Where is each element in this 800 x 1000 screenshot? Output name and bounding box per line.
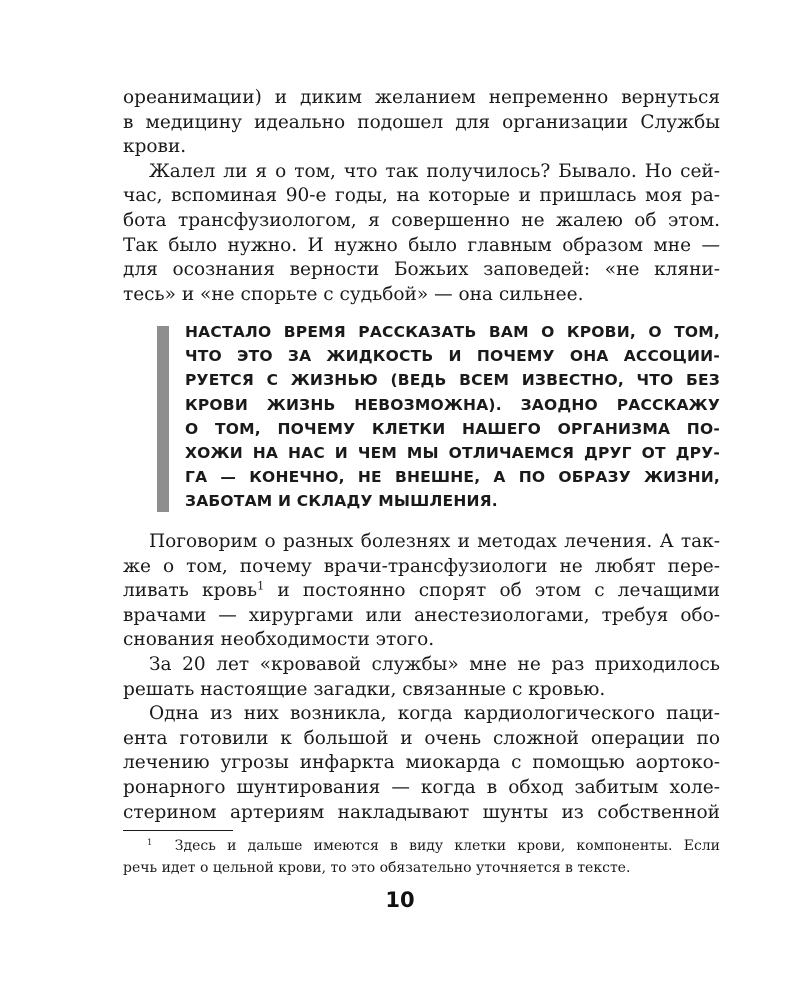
- footnote-mark: 1: [147, 836, 153, 847]
- text-line: За 20 лет «кровавой службы» мне не раз приходилось: [149, 653, 720, 675]
- text-line: ента готовили к большой и очень сложной операции по: [123, 727, 720, 749]
- text-line: крови.: [123, 136, 187, 158]
- footnote-line: [123, 835, 720, 857]
- quote-line: КРОВИ ЖИЗНЬ НЕВОЗМОЖНА). ЗАОДНО РАССКАЖУ: [185, 395, 720, 414]
- text-line: же о том, почему врачи-трансфузиологи не любят пере-: [123, 555, 720, 577]
- text-line: врачами — хирургами или анестезиологами, требуя обо-: [123, 604, 720, 626]
- footnote-divider: [123, 830, 233, 831]
- quote-line: ХОЖИ НА НАС И ЧЕМ МЫ ОТЛИЧАЕМСЯ ДРУГ ОТ ДРУ-: [185, 443, 720, 462]
- text-line: бота трансфузиологом, я совершенно не жалею об этом.: [123, 209, 720, 231]
- quote-line: О ТОМ, ПОЧЕМУ КЛЕТКИ НАШЕГО ОРГАНИЗМА ПО-: [185, 419, 720, 438]
- text-line: Жалел ли я о том, что так получилось? Бывало. Но сей-: [149, 160, 720, 182]
- quote-line: НАСТАЛО ВРЕМЯ РАССКАЗАТЬ ВАМ О КРОВИ, О ТОМ,: [185, 323, 720, 341]
- text-line: тесь» и «не спорьте с судьбой» — она сильнее.: [123, 283, 584, 305]
- pull-quote: [185, 320, 720, 514]
- footnote-text: Здесь и дальше имеются в виду клетки крови, компоненты. Если: [174, 838, 721, 854]
- footnote-reference[interactable]: 1: [257, 579, 265, 593]
- quote-line: РУЕТСЯ С ЖИЗНЬЮ (ВЕДЬ ВСЕМ ИЗВЕСТНО, ЧТО БЕЗ: [185, 371, 720, 390]
- footnote: [123, 835, 720, 879]
- text-line: час, вспоминая 90-е годы, на которые и пришлась моя ра-: [123, 185, 720, 207]
- text-fragment: и постоянно спорят об этом с лечащими: [264, 580, 720, 602]
- text-line: лечению угрозы инфаркта миокарда с помощью аортоко-: [123, 752, 720, 774]
- text-line: решать настоящие загадки, связанные с кровью.: [123, 678, 606, 700]
- text-line: ронарного шунтирования — когда в обход забитым холе-: [123, 776, 720, 798]
- text-line: для осознания верности Божьих заповедей: «не кляни-: [123, 259, 720, 281]
- text-line: в медицину идеально подошел для организации Службы: [123, 111, 720, 133]
- quote-line: ЧТО ЭТО ЗА ЖИДКОСТЬ И ПОЧЕМУ ОНА АССОЦИИ-: [185, 347, 720, 366]
- quote-line: ЗАБОТАМ И СКЛАДУ МЫШЛЕНИЯ.: [185, 492, 498, 511]
- top-text: [123, 86, 720, 307]
- text-line: стерином артериям накладывают шунты из собственной: [123, 801, 720, 823]
- page-number: 10: [385, 888, 415, 912]
- quote-line: ГА — КОНЕЧНО, НЕ ВНЕШНЕ, А ПО ОБРАЗУ ЖИЗНИ,: [185, 468, 720, 487]
- text-line: Так было нужно. И нужно было главным образом мне —: [123, 234, 720, 256]
- text-line: снования необходимости этого.: [123, 629, 435, 651]
- text-line: ореанимации) и диким желанием непременно вернуться: [123, 87, 720, 108]
- text-line-with-footnote: [123, 579, 720, 604]
- footnote-line: речь идет о цельной крови, то это обязательно уточняется в тексте.: [123, 860, 631, 876]
- text-line: Одна из них возникла, когда кардиологического паци-: [149, 703, 720, 725]
- body-text: [123, 530, 720, 825]
- text-line: Поговорим о разных болезнях и методах лечения. А так-: [149, 531, 720, 552]
- quote-bar: [157, 326, 169, 512]
- text-fragment: ливать кровь: [123, 580, 258, 602]
